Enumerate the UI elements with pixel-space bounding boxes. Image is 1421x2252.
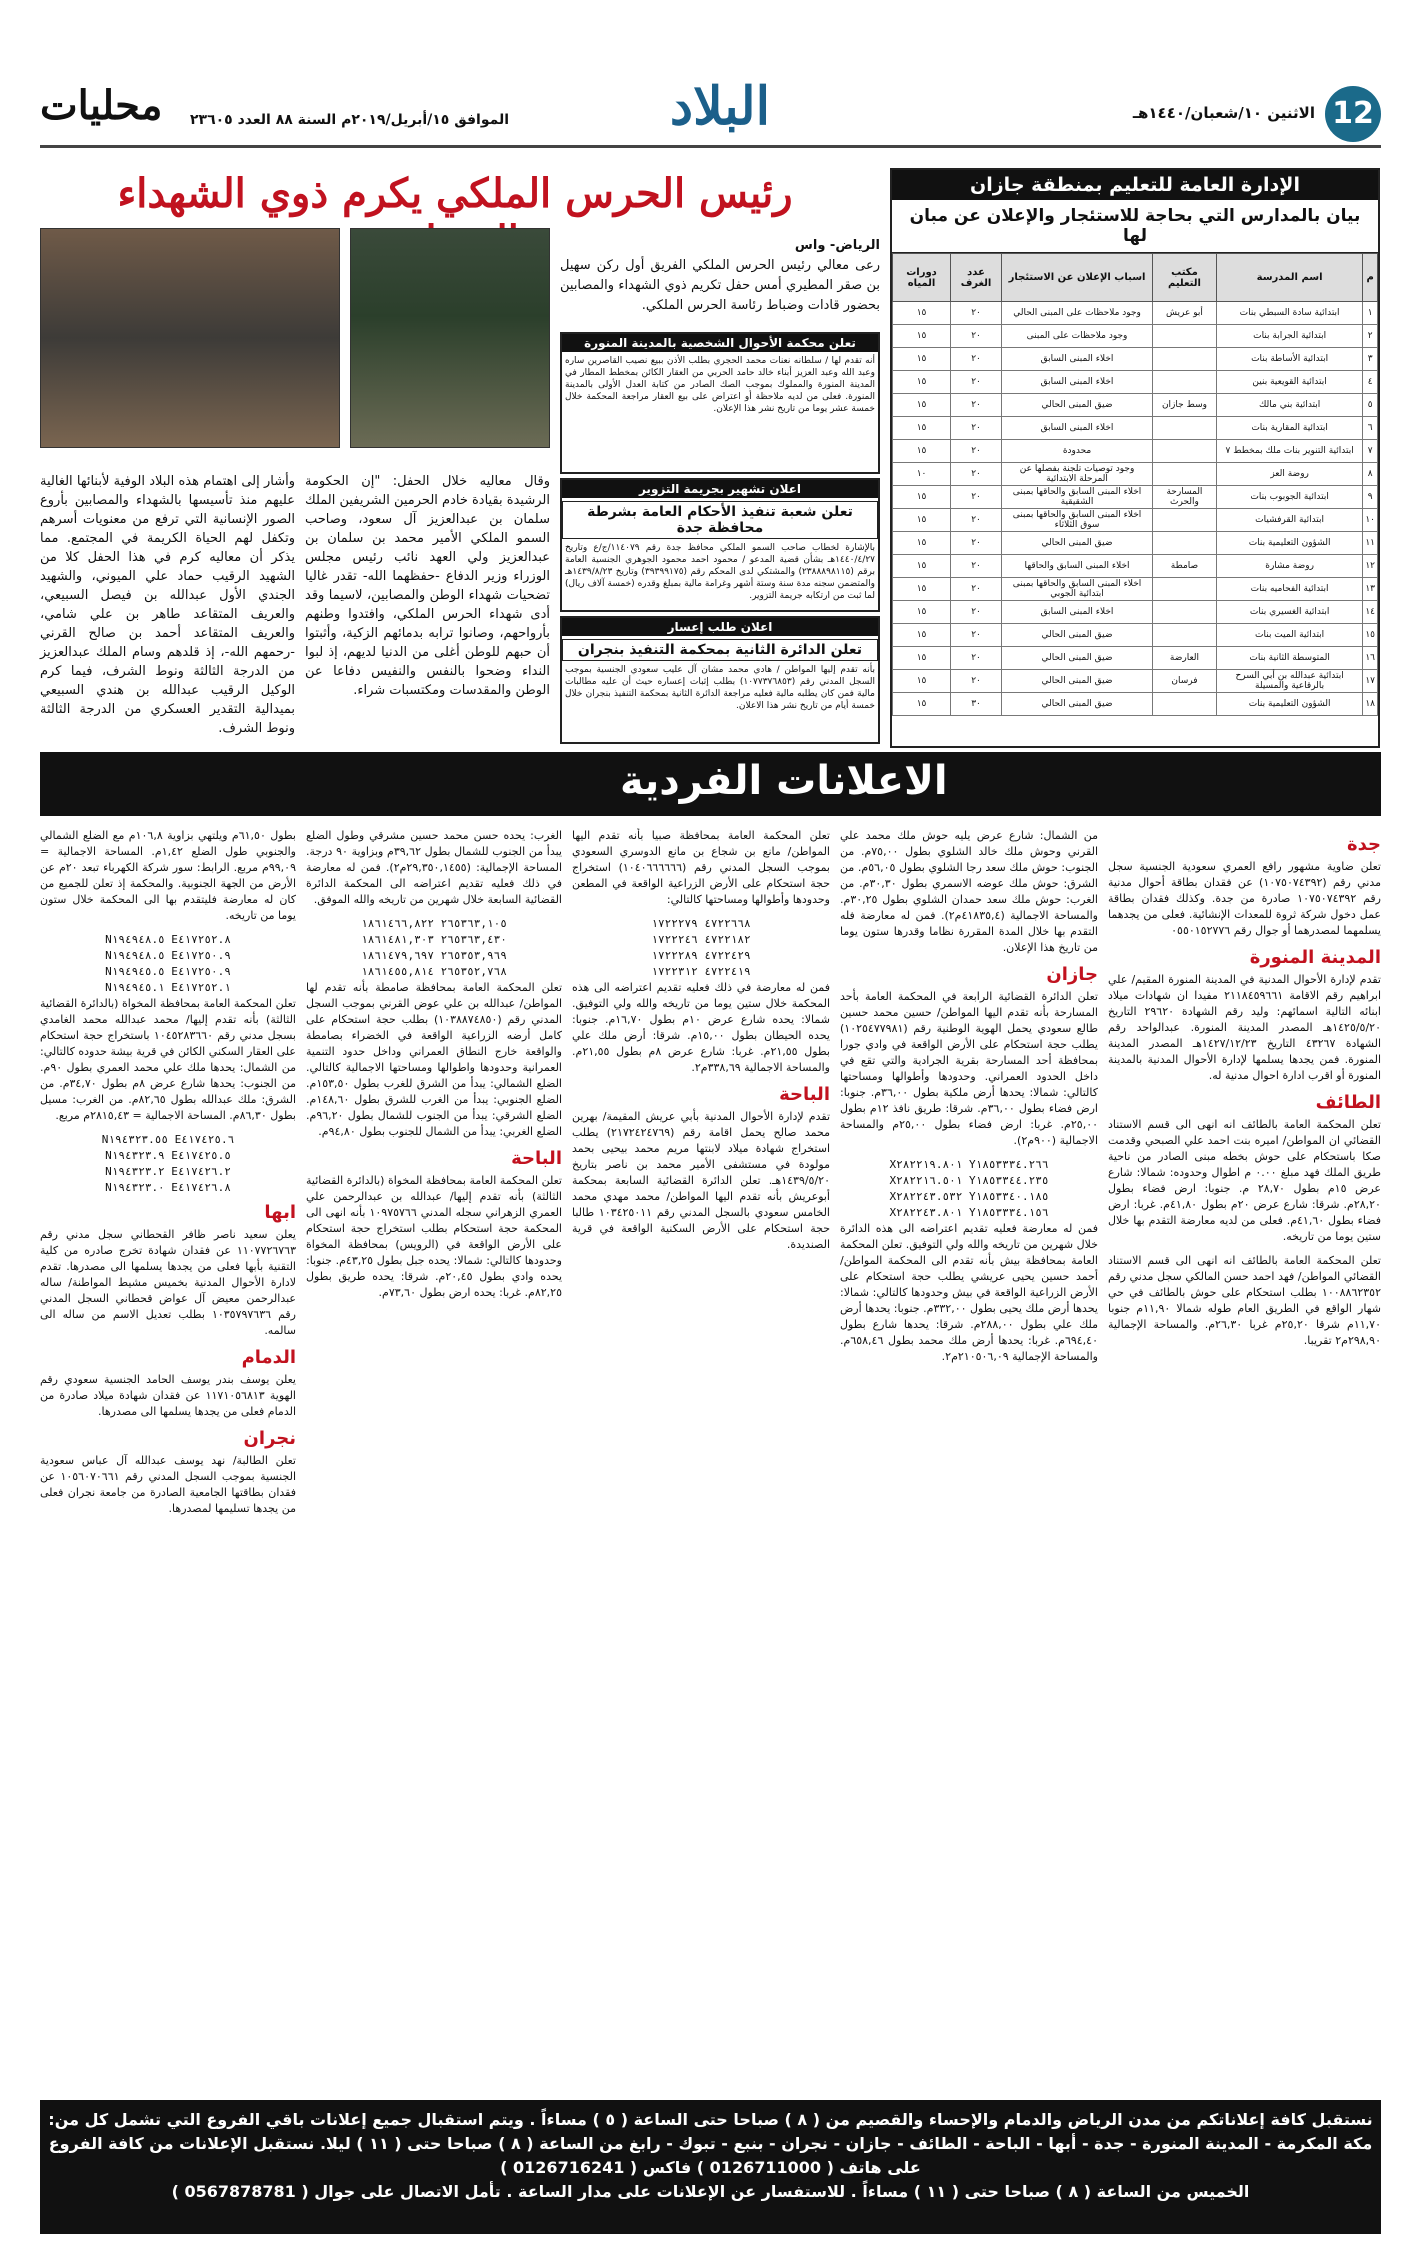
table-cell xyxy=(1153,578,1217,601)
table-cell: ١٨ xyxy=(1363,693,1378,716)
table-cell: المتوسطة الثانية بنات xyxy=(1216,647,1362,670)
table-cell: ابتدائية الأساطة بنات xyxy=(1216,348,1362,371)
coord-row: X٢٨٢٢٤٣.٥٣٢ Y١٨٥٣٣٤٠.١٨٥ xyxy=(889,1190,1049,1203)
table-cell: اخلاء المبنى السابق xyxy=(1002,601,1153,624)
banner-title: الاعلانات الفردية xyxy=(600,758,968,804)
table-cell: وجود توصيات تلجنة بفصلها عن المرحلة الابتدائية xyxy=(1002,463,1153,486)
table-cell xyxy=(1153,325,1217,348)
table-cell: ٢٠ xyxy=(951,555,1002,578)
coord-row: ٤٧٢٢٤١٩ ١٧٢٢٣١٢ xyxy=(651,965,751,978)
coord-row: ٢٦٥٣٥٢,٧٦٨ ١٨٦١٤٥٥,٨١٤ xyxy=(361,965,507,978)
table-header: اسباب الإعلان عن الاستئجار xyxy=(1002,254,1153,302)
city-heading: الدمام xyxy=(241,1347,296,1368)
table-cell: ضيق المبنى الحالي xyxy=(1002,670,1153,693)
table-row xyxy=(893,302,1378,325)
notice-body: أنه تقدم لها / سلطانه نعنات محمد الحجري بطلب الأذن ببيع نصيب القاصرين ساره وعبد الله وعبد العزيز أبناء خالد حامد الحربي من العقار الكائن بمخطط المطار في المدينة المنورة والمملوك بموجب الصك الصادر من كتابة العدل الأولى بالمدينة المنورة. فعلى من لديه ملاحظة أو اعتراض على بيع العقار مراجعة المحكمة خلال خمسة عشر يوما من تاريخ نشر هذا الإعلان. xyxy=(565,356,875,414)
table-cell: ١٥ xyxy=(893,348,951,371)
ad-item: بطول ٦١,٥٠م ويلتهي بزاوية ١٠٦,٨م مع الضلع الشمالي والجنوبي طول الضلع ١,٤٢م. المساحة الاجمالية = ٩٩,٠٩م مربع. الرابط: سور شركة الكهرباء تبعد ٢٠م عن الأرض من الجهة الجنوبية. والمحكمة إذ تعلن للجميع من كان له معارضة فليتقدم بها الى المحكمة خلال ستون يوما من تاريخه. xyxy=(40,829,296,922)
city-heading: جدة xyxy=(1347,834,1381,855)
table-row xyxy=(893,417,1378,440)
ad-item: تعلن المحكمة العامة بمحافظة صامطة بأنه تقدم لها المواطن/ عبدالله بن علي عوض القرني بموجب السجل المدني رقم (١٠٣٨٨٧٤٨٥٠) بطلب حجة استحكام على كامل أرضه الزراعية الواقعة في الخضراء بصامطة والواقعة خارج النطاق العمراني وداخل حدود التنمية العمرانية وحدودها واطوالها ومساحتها الاجمالية كالتالي. الضلع الشمالي: يبدأ من الشرق للغرب بطول ١٥٣,٥٠م. الضلع الجنوبي: يبدأ من الغرب للشرق بطول ١٤٨,٦٠م. الضلع الشرقي: يبدأ من الجنوب للشمال بطول ٩٦,٢٠م. الضلع الغربي: يبدأ من الشمال للجنوب بطول ٩٤,٨٠م. xyxy=(306,981,562,1138)
coord-row: X٢٨٢٢٤٣.٨٠١ Y١٨٥٣٣٣٤.١٥٦ xyxy=(889,1206,1049,1219)
ad-item: تعلن الطالبة/ نهد يوسف عبدالله آل عباس سعودية الجنسية بموجب السجل المدني رقم ١٠٥٦٠٧٠٦٦١ عن فقدان بطاقتها الجامعية الصادرة من جامعة نجران فعلى من يجدها تسليمها لمصدرها. xyxy=(40,1454,296,1515)
dateline: الرياض- واس xyxy=(794,238,880,253)
table-cell: ابتدائية القرفشيات xyxy=(1216,509,1362,532)
notice-title: تعلن محكمة الأحوال الشخصية بالمدينة المنورة xyxy=(562,334,878,352)
table-cell: ٢٠ xyxy=(951,417,1002,440)
table-cell: اخلاء المبنى السابق xyxy=(1002,417,1153,440)
table-cell: ٢٠ xyxy=(951,463,1002,486)
table-cell: ٣ xyxy=(1363,348,1378,371)
audience-photo xyxy=(40,228,340,448)
coord-row: ٤٧٢٢٤٢٩ ١٧٢٢٢٨٩ xyxy=(651,949,751,962)
ad-item: يعلن يوسف بندر يوسف الحامد الجنسية سعودي رقم الهوية ١١٧١٠٥٦٨١٣ عن فقدان شهادة ميلاد صادرة من الدمام فعلى من يجدها يسلمها الى مصدرها. xyxy=(40,1373,296,1418)
table-cell: ضيق المبنى الحالي xyxy=(1002,532,1153,555)
table-cell: ١٧ xyxy=(1363,670,1378,693)
notice-body: بأنه تقدم إليها المواطن / هادي محمد مشان آل عليب سعودي الجنسية بموجب السجل المدني رقم (١٠٧٧٣٧٦٨٥٣) بطلب إثبات إعساره حيث أن عليه مطالبات مالية فمن كان يطلبه مالية فعليه مراجعة الدائرة الثانية بمحكمة التنفيذ بنجران خلال خمسة أيام من تاريخ نشر هذا الاعلان. xyxy=(565,665,875,711)
table-cell: ٢٠ xyxy=(951,647,1002,670)
table-cell: ١٠ xyxy=(1363,509,1378,532)
table-cell: ٨ xyxy=(1363,463,1378,486)
classifieds-col-5 xyxy=(40,828,296,2096)
ad-item: يعلن سعيد ناصر ظافر القحطاني سجل مدني رقم ١١٠٧٧٢٦٧٦٣ عن فقدان شهادة تخرج صادره من كلية التقنية بأبها فعلى من يجدها يسلمها الى مصدرها. تقدم لادارة الأحوال المدنية بخميس مشيط المواطنة/ ساله عبدالرحمن معيض آل عواض قحطاني السجل المدني رقم ١٠٣٥٧٩٧٦٣٦ بطلب تعديل الاسم من ساله الى سالمه. xyxy=(40,1228,296,1337)
table-cell: ١٥ xyxy=(893,647,951,670)
jazan-subtitle: بيان بالمدارس التي بحاجة للاستئجار والإعلان عن مبان لها xyxy=(892,200,1378,253)
notice-body: بالإشارة لخطاب صاحب السمو الملكي محافظ جدة رقم ١١٤٠٧٩/ج/ع وتاريخ ١٤٤٠/٤/٢٧هـ بشأن قضية المدعو / محمود احمد محمود الجوهري الجنسية العامة برقم (٢٣٨٨٨٩٨١١٥) والمشتكي لدى المحكم رقم (٣٩٣٩٩١٧٥) وتاريخ ١٤٣٩/٨/٢٣هـ والمتضمن سجنه مدة سنة وستة أشهر وغرامة مالية بمبلغ وقدره (خمسة آلاف ريال) لما ثبت من ارتكابه جريمة التزوير. xyxy=(565,543,875,601)
lead-text: رعى معالي رئيس الحرس الملكي الفريق أول ركن سهيل بن صقر المطيري أمس حفل تكريم ذوي الشهداء والمصابين بحضور قادات وضباط رئاسة الحرس الملكي. xyxy=(560,258,880,313)
table-cell: ٢٠ xyxy=(951,394,1002,417)
table-cell: ابتدائية بني مالك xyxy=(1216,394,1362,417)
table-cell: وسط جازان xyxy=(1153,394,1217,417)
coord-row: X٢٨٢٢١٦.٥٠١ Y١٨٥٣٣٤٤.٢٣٥ xyxy=(889,1174,1049,1187)
story-column-1: وقال معاليه خلال الحفل: "إن الحكومة الرشيدة بقيادة خادم الحرمين الشريفين الملك سلمان بن عبدالعزيز آل سعود، وصاحب السمو الملكي الأمير محمد بن سلمان بن عبدالعزيز ولي العهد نائب رئيس مجلس الوزراء وزير الدفاع -حفظهما الله- تقدر غاليا تضحيات شهداء الوطن والمصابين، لاسيما وقد أدى شهداء الحرس الملكي، وافتدوا وطنهم بأرواحهم، وصانوا ترابه بدمائهم الزكية، وأثبتوا أن حبهم للوطن أغلى من الدنيا لديهم، إذ لبوا النداء وضحوا بالنفس والنفيس دفاعا عن الوطن والمقدسات ومكتسبات شراء. xyxy=(305,474,550,698)
footer-contact-bar xyxy=(40,2100,1381,2234)
table-cell: ٢٠ xyxy=(951,601,1002,624)
ad-item: تقدم لإدارة الأحوال المدنية في المدينة المنورة المقيم/ علي ابراهيم رقم الاقامة ٢١١٨٤٥٩٦٦١ مفيدا ان شهادات ميلاد ابنائه التالية اسمائهم: وليد رقم الشهادة ٢٩٦٢٠ التاريخ ١٤٢٥/٥/٢٠هـ المصدر المدينة المنورة. عبدالواحد رقم الشهادة ٤٣٢٦٧ التاريخ ١٤٢٧/١٢/٢٣هـ المصدر المدينة المنورة. فمن يجدها يسلمها لإدارة الأحوال المدنية بالمدينة المنورة أو اقرب ادارة احوال مدنية له. xyxy=(1108,973,1381,1082)
table-cell: اخلاء المبنى السابق والحاقها بمبنى سوق الثلاثاء xyxy=(1002,509,1153,532)
page-header xyxy=(40,78,1381,148)
table-header: دورات المياه xyxy=(893,254,951,302)
city-heading: نجران xyxy=(243,1428,296,1449)
coord-row: ٢٦٥٣٥٣,٩٦٩ ١٨٦١٤٧٩,٦٩٧ xyxy=(361,949,507,962)
table-cell: ١٥ xyxy=(893,417,951,440)
table-row xyxy=(893,647,1378,670)
table-cell: ٢٠ xyxy=(951,624,1002,647)
table-row xyxy=(893,325,1378,348)
coord-row: ٢٦٥٣٦٣,٤٣٠ ١٨٦١٤٨١,٣٠٣ xyxy=(361,933,507,946)
table-cell: ٩ xyxy=(1363,486,1378,509)
table-cell xyxy=(1153,371,1217,394)
page-number: 12 xyxy=(1325,86,1381,142)
notice-subtitle: تعلن شعبة تنفيذ الأحكام العامة بشرطة محافظة جدة xyxy=(562,501,878,539)
coord-row: N١٩٤٩٤٥.١ E٤١٧٢٥٢.١ xyxy=(105,981,231,994)
table-cell: ضيق المبنى الحالي xyxy=(1002,624,1153,647)
table-cell: ٢٠ xyxy=(951,532,1002,555)
table-cell: ١ xyxy=(1363,302,1378,325)
city-heading: الباحة xyxy=(511,1148,562,1169)
story-column-2: وأشار إلى اهتمام هذه البلاد الوفية لأبنائها الغالية عليهم منذ تأسيسها بالشهداء والمصابين بأروع الصور الإنسانية التي ترفع من معنويات أسرهم وتكفل لهم الحياة الكريمة في المجتمع. مما يذكر أن معاليه كرم في هذا الحفل كلا من الشهيد الرقيب حماد علي الميوني، والشهيد الجندي الأول عبدالله بن فيصل السبيعي، والعريف المتقاعد طاهر بن علي شامي، والعريف المتقاعد أحمد بن صالح القرني -رحمهم الله-، إذ قلدهم وسام الملك عبدالعزيز من الدرجة الثالثة ونوط الشرف، فيما كرم الوكيل الرقيب عبدالله بن هندي السبيعي بميدالية التقدير العسكري من الدرجة الثالثة ونوط الشرف. xyxy=(40,474,295,736)
table-cell: ٢٠ xyxy=(951,440,1002,463)
ad-item: تعلن المحكمة العامة بالطائف انه انهى الى قسم الاستناد القضائي ان المواطن/ اميره بنت احمد علي الصبحي وقدمت صكا باستحكام على حوش بخطه مبنى الصادر من ناحية طريق الملك فهد مبلغ ٠.٠٠ م اطوال وحدوده: شمالا: شارع عرض ١٥م بطول ٢٨,٧٠ م. جنوبا: ارض فضاء بطول ٢٨,٢٠م. شرقا: شارع عرض ٢٠م بطول ٤١,٨٠م. غربا: ارض فضاء بطول ٤١,٦٠م. فعلى من لديه معارضة التقدم بها خلال ستين يوما من تاريخه. xyxy=(1108,1118,1381,1243)
table-cell: الشؤون التعليمية بنات xyxy=(1216,532,1362,555)
table-cell xyxy=(1153,624,1217,647)
coord-row: N١٩٤٩٤٨.٥ E٤١٧٢٥٠.٩ xyxy=(105,949,231,962)
table-cell: ١٥ xyxy=(893,601,951,624)
table-cell: ابتدائية التنوير بنات ملك بمخطط ٧ xyxy=(1216,440,1362,463)
table-row xyxy=(893,348,1378,371)
table-cell: ١٦ xyxy=(1363,647,1378,670)
table-cell xyxy=(1153,417,1217,440)
city-heading: ابها xyxy=(264,1202,296,1223)
table-cell: ٧ xyxy=(1363,440,1378,463)
issue-info: الموافق ١٥/أبريل/٢٠١٩م السنة ٨٨ العدد ٢٣٦٠٥ xyxy=(190,112,510,128)
table-cell: ١٥ xyxy=(893,509,951,532)
table-cell: فرسان xyxy=(1153,670,1217,693)
city-heading: الطائف xyxy=(1315,1092,1381,1113)
table-cell: ابتدائية الفحاميه بنات xyxy=(1216,578,1362,601)
table-cell: ١٥ xyxy=(893,693,951,716)
table-cell: ضيق المبنى الحالي xyxy=(1002,647,1153,670)
table-cell xyxy=(1153,601,1217,624)
table-cell: ٦ xyxy=(1363,417,1378,440)
table-cell: أبو عريش xyxy=(1153,302,1217,325)
table-cell: اخلاء المبنى السابق xyxy=(1002,371,1153,394)
table-cell: ١٥ xyxy=(893,371,951,394)
table-cell: ١٣ xyxy=(1363,578,1378,601)
classifieds-col-3 xyxy=(572,828,830,2096)
coord-row: ٢٦٥٣٦٣,١٠٥ ١٨٦١٤٦٦,٨٢٢ xyxy=(361,917,507,930)
coord-row: N١٩٤٣٢٣.٢ E٤١٧٤٢٦.٢ xyxy=(105,1165,231,1178)
table-cell xyxy=(1153,532,1217,555)
jazan-education-ad xyxy=(890,168,1380,748)
table-cell: ١٥ xyxy=(893,670,951,693)
table-cell: ٢٠ xyxy=(951,486,1002,509)
table-cell: ١٥ xyxy=(893,624,951,647)
table-row xyxy=(893,601,1378,624)
ad-item: فمن له معارضة فعليه تقديم اعتراضه الى هذه الدائرة خلال شهرين من تاريخه والله ولي التوفيق. تعلن المحكمة العامة بمحافظة بيش بأنه تقدم الى المحكمة المواطن/ أحمد حسين يحيى عريشي يطلب حجة استحكام على الأرض الزراعية الواقعة في بيش وحدودها كالتالي: شمالا: يحدها أرض ملك يحيى بطول ٣٣٢,٠٠م. جنوبا: يحدها أرض ملك علي بطول ٢٨٨,٠٠م. شرقا: يحدها شارع بطول ٦٩٤,٤٠م. غربا: يحدها أرض ملك محمد بطول ٦٥٨,٤٦م. والمساحة الإجمالية ٢١٠٥٠٦,٠٩م٢. xyxy=(840,1222,1098,1363)
table-cell: ٢٠ xyxy=(951,325,1002,348)
table-cell: ١٥ xyxy=(893,302,951,325)
table-cell: ١١ xyxy=(1363,532,1378,555)
table-cell: ١٥ xyxy=(893,394,951,417)
coord-row: N١٩٤٩٤٨.٥ E٤١٧٢٥٢.٨ xyxy=(105,933,231,946)
ad-item: تعلن الدائرة القضائية الرابعة في المحكمة العامة بأحد المسارحة بأنه تقدم اليها المواطن/ حسين محمد حسين طالع سعودي يحمل الهوية الوطنية رقم (١٠٢٥٤٧٧٩٨١) يطلب حجة استحكام على الأرض الواقعة في وادي جورا بمحافظة أحد المسارحة بقرية الجرادية والتي تقع في داخل الحدود العمراني. وحدودها وأطوالها ومساحتها كالتالي: شمالا: يحدها أرض ملكية بطول ٣٦,٠٠م. جنوبا: ارض فضاء بطول ٣٦,٠٠م. شرقا: طريق نافذ ١٢م بطول ٢٥,٠٠م. غربا: ارض فضاء بطول ٢٥,٠٠م والمساحة الاجمالية (٩٠٠م٢). xyxy=(840,990,1098,1147)
coord-row: N١٩٤٣٢٣.٠ E٤١٧٤٢٦.٨ xyxy=(105,1181,231,1194)
table-cell: اخلاء المبنى السابق والحاقها بمبنى ابتدائية الجوبي xyxy=(1002,578,1153,601)
notice-title: اعلان تشهير بجريمة التزوير xyxy=(562,480,878,498)
table-cell: المسارحة والحرث xyxy=(1153,486,1217,509)
table-cell xyxy=(1153,463,1217,486)
table-cell: اخلاء المبنى السابق والحاقها بمبنى الشقيقية xyxy=(1002,486,1153,509)
table-cell: ابتدائية المقارية بنات xyxy=(1216,417,1362,440)
footer-line: مكة المكرمة - المدينة المنورة - جدة - أبها - الباحة - الطائف - جازان - نجران - بنبع - تبوك - رابغ من الساعة ( ٨ ) صباحا حتى ( ١١ ) ليلا. نستقبل الإعلانات من كافة الفروع على هاتف ( 0126711000 ) فاكس ( 0126716241 ) xyxy=(48,2134,1373,2177)
table-cell: روضة مشارة xyxy=(1216,555,1362,578)
classifieds-col-2 xyxy=(840,828,1098,2096)
table-row xyxy=(893,371,1378,394)
ad-item: الغرب: يحده حسن محمد حسين مشرقي وطول الضلع يبدأ من الجنوب للشمال بطول ٣٩,٦٢م وبزاوية ٩٠ درجة. المساحة الإجمالية: (٢٩,٣٥٠,١٤٥٥م٢). فمن له معارضة في ذلك فعليه تقديم اعتراضه الى المحكمة الدائرة القضائية السابعة خلال شهرين من تاريخه والله الموفق. xyxy=(306,829,562,906)
table-cell: العارضة xyxy=(1153,647,1217,670)
coords-list xyxy=(40,932,296,996)
medina-court-notice xyxy=(560,332,880,474)
table-header: اسم المدرسة xyxy=(1216,254,1362,302)
table-cell: ٥ xyxy=(1363,394,1378,417)
coord-row: X٢٨٢٢١٩.٨٠١ Y١٨٥٣٣٣٤.٢٦٦ xyxy=(889,1158,1049,1171)
table-row xyxy=(893,670,1378,693)
notice-subtitle: تعلن الدائرة الثانية بمحكمة التنفيذ بنجران xyxy=(562,639,878,661)
footer-line: نستقبل كافة إعلاناتكم من مدن الرياض والدمام والإحساء والقصيم من ( ٨ ) صباحا حتى الساعة ( ٥ ) مساءاً . ويتم استقبال جميع إعلانات باقي الفروع التي تشمل كل من: xyxy=(48,2110,1373,2129)
table-cell: ابتدائية الميت بنات xyxy=(1216,624,1362,647)
coord-row: ٤٧٢٢١٨٢ ١٧٢٢٢٤٦ xyxy=(651,933,751,946)
table-cell: ٢٠ xyxy=(951,578,1002,601)
table-row xyxy=(893,394,1378,417)
ad-item: تعلن ضاوية مشهور رافع العمري سعودية الجنسية سجل مدني رقم (١٠٧٥٠٧٤٣٩٢) عن فقدان بطاقة أحوال مدنية رقم ١٠٧٥٠٧٤٣٩٢ صادرة من جدة. وكذلك فقدان بطاقة عمل دخول شركة ثروة للمعدات الإنشائية. فعلى من يجدهما يسلمهما لمصدرهما أو جوال رقم ٠٥٥٠١٥٢٧٧٦ xyxy=(1108,860,1381,937)
table-cell: ١٢ xyxy=(1363,555,1378,578)
coords-list xyxy=(840,1157,1098,1221)
newspaper-logo: البلاد xyxy=(669,76,771,137)
table-cell: ابتدائية الجوبوب بنات xyxy=(1216,486,1362,509)
table-cell: ٢ xyxy=(1363,325,1378,348)
ad-item: تعلن المحكمة العامة بمحافظة المخواة (بالدائرة القضائية الثالثة) بأنه تقدم إليها/ محمد عبدالله محمد الغامدي بسجل مدني رقم ١٠٤٥٢٨٣٦٦٠ باستخراج حجة استحكام على العقار السكني الكائن في قرية بيشة حدوده كالتالي: من الشمال: يحدها ملك علي محمد العمري بطول ٩٠م. من الجنوب: يحدها شارع عرض ٨م بطول ٣٤,٧٠م. من الشرق: ملك عبدالله بطول ٨٢,٦٥م. من الغرب: مسيل بطول ٨٦,٣٠م. المساحة الاجمالية = ٢٨١٥,٤٣م مربع. xyxy=(40,997,296,1122)
coord-row: N١٩٤٣٢٣.٩ E٤١٧٤٢٥.٥ xyxy=(105,1149,231,1162)
table-cell: ٢٠ xyxy=(951,670,1002,693)
table-cell: وجود ملاحظات على المبنى الحالي xyxy=(1002,302,1153,325)
jazan-title: الإدارة العامة للتعليم بمنطقة جازان xyxy=(892,170,1378,200)
table-cell: ٢٠ xyxy=(951,509,1002,532)
insolvency-notice xyxy=(560,616,880,744)
table-cell xyxy=(1153,693,1217,716)
ad-item: تعلن المحكمة العامة بمحافظة المخواة (بالدائرة القضائية الثالثة) بأنه تقدم إليها/ عبدالله بن عبدالرحمن علي العمري الزهراني سجله المدني ١٠٩٧٥٧٦٦ بأنه انهى الى المحكمة حجة استحكام بطلب استخراج حجة استحكام على الأرض الواقعة في (الرويس) بمحافظة المخواة وحدودها كالتالي: شمالا: يحده جبل بطول ٤٣,٢٥م. جنوبا: يحده وادي بطول ٢٠,٤٥م. شرقا: يحده طريق بطول ٨٢,٢٥م. غربا: يحده ارض بطول ٧٣,٦٠م. xyxy=(306,1174,562,1299)
ad-item: تعلن المحكمة العامة بمحافظة صبيا بأنه تقدم اليها المواطن/ مانع بن شجاع بن مانع الدوسري السعودي بموجب السجل المدني رقم (١٠٤٠٦٦٦٦٦٦) استخراج حجة استحكام على الأرض الزراعية الواقعة في المطعن وحدودها وأطوالها ومساحتها كالتالي: xyxy=(572,829,830,906)
footer-line: الخميس من الساعة ( ٨ ) صباحا حتى ( ١١ ) مساءاً . للاستفسار عن الإعلانات على مدار الساعة . تأمل الاتصال على جوال ( 0567878781 ) xyxy=(171,2182,1250,2201)
table-cell: ١٥ xyxy=(893,325,951,348)
table-cell: ٢٠ xyxy=(951,348,1002,371)
table-row xyxy=(893,693,1378,716)
table-cell: محدودة xyxy=(1002,440,1153,463)
table-row xyxy=(893,486,1378,509)
table-cell: الشؤون التعليمية بنات xyxy=(1216,693,1362,716)
table-cell xyxy=(1153,509,1217,532)
coord-row: N١٩٤٣٢٣.٥٥ E٤١٧٤٢٥.٦ xyxy=(101,1133,235,1146)
table-cell: ٣٠ xyxy=(951,693,1002,716)
table-cell: ٤ xyxy=(1363,371,1378,394)
table-cell: ١٠ xyxy=(893,463,951,486)
table-header: عدد الغرف xyxy=(951,254,1002,302)
coords-list xyxy=(572,916,830,980)
table-cell: ١٤ xyxy=(1363,601,1378,624)
table-row xyxy=(893,440,1378,463)
section-title: محليات xyxy=(40,82,163,129)
notice-title: اعلان طلب إعسار xyxy=(562,618,878,636)
table-cell: ابتدائية الجرابة بنات xyxy=(1216,325,1362,348)
ad-item: تقدم لإدارة الأحوال المدنية بأبي عريش المقيمة/ بهرين محمد صالح يحمل اقامة رقم (٢١٧٢٤٢٤٧٦٩) يطلب استخراج شهادة ميلاد لابنتها مريم محمد بيحيى بحمد مولودة في مستشفى الأمير محمد بن ناصر بتاريخ ١٤٣٩/٥/٢٠هـ. تعلن الدائرة القضائية السابعة بمحكمة أبوعريش بأنه تقدم اليها المواطن/ محمد مهدي محمد الخامس سعودي بالسجل المدني رقم ١٠٣٤٢٥٠١١ طالبا حجة استحكام على الأرض السكنية الواقعة في قرية الصنديدة. xyxy=(572,1110,830,1251)
table-row xyxy=(893,555,1378,578)
classifieds-col-4 xyxy=(306,828,562,2096)
ad-item: من الشمال: شارع عرض يليه حوش ملك محمد علي القرني وحوش ملك خالد الشلوي بطول ٧٥,٠٠م. من الجنوب: حوش ملك سعد رجا الشلوي بطول ٥٦,٠٥م. من الشرق: حوش ملك عوضه الاسمري بطول ٣٠,٣٠م. من الغرب: حوش ملك سعد حمدان الشلوي بطول ٣٠,٢٥م. والمساحة الاجمالية (٤١٨٣٥,٤م٢). فمن له معارضة فله التقدم بها خلال المدة المقررة نظاما وقدرها ستون يوما من تاريخ هذا الإعلان. xyxy=(840,829,1098,954)
table-cell: ١٥ xyxy=(893,555,951,578)
table-cell: ٢٠ xyxy=(951,302,1002,325)
table-cell: ١٥ xyxy=(893,578,951,601)
classifieds-banner xyxy=(40,752,1381,816)
ad-item: تعلن المحكمة العامة بالطائف انه انهى الى قسم الاستناد القضائي المواطن/ فهد احمد حسن المالكي سجل مدني رقم ١٠٠٨٨٦٢٣٥٢ بطلب استحكام على حوش بالطائف في حي شهار الواقع في الطريق العام طوله شمالا ١١,٩٠م جنوبا ١١,٧٠م شرقا ٢٥,٢٠م غربا ٢٦,٣٠م. والمساحة الإجمالية ٢٩٨,٩٠م٢ تقريبا. xyxy=(1108,1254,1381,1347)
table-cell: روضة العز xyxy=(1216,463,1362,486)
table-cell: ٢٠ xyxy=(951,371,1002,394)
table-row xyxy=(893,509,1378,532)
table-cell: ابتدائية الغسيري بنات xyxy=(1216,601,1362,624)
hijri-date: الاثنين ١٠/شعبان/١٤٤٠هـ xyxy=(1132,104,1315,122)
ad-item: فمن له معارضة في ذلك فعليه تقديم اعتراضه الى هذه المحكمة خلال ستين يوما من تاريخه والله ولي التوفيق. شمالا: يحده شارع عرض ١٠م بطول ١٦,٧٠م. جنوبا: يحده الحيطان بطول ١٥,٠٠م. شرقا: أرض ملك علي بطول ٢١,٥٥م. غربا: شارع عرض ٨م بطول ٢١,٥٥م. والمساحة الاجمالية ٣٣٨,٦٩م٢. xyxy=(572,981,830,1074)
table-cell: ضيق المبنى الحالي xyxy=(1002,394,1153,417)
main-headline: رئيس الحرس الملكي يكرم ذوي الشهداء xyxy=(117,170,793,217)
table-row xyxy=(893,463,1378,486)
table-cell: ابتدائية عبدالله بن أبي السرح بالرقاعية والمسيلة xyxy=(1216,670,1362,693)
table-cell: ابتدائية القويعية بنين xyxy=(1216,371,1362,394)
coords-list xyxy=(40,1132,296,1196)
coord-row: ٤٧٢٢٦٦٨ ١٧٢٢٢٧٩ xyxy=(651,917,751,930)
coords-list xyxy=(306,916,562,980)
table-cell: ضيق المبنى الحالي xyxy=(1002,693,1153,716)
table-cell: اخلاء المبنى السابق والحاقها xyxy=(1002,555,1153,578)
city-heading: جازان xyxy=(1046,964,1098,985)
table-header: مكتب التعليم xyxy=(1153,254,1217,302)
table-cell: ١٥ xyxy=(1363,624,1378,647)
table-row xyxy=(893,532,1378,555)
table-row xyxy=(893,624,1378,647)
table-cell: وجود ملاحظات على المبنى xyxy=(1002,325,1153,348)
story-lead xyxy=(560,236,880,316)
table-cell xyxy=(1153,440,1217,463)
coord-row: N١٩٤٩٤٥.٥ E٤١٧٢٥٠.٩ xyxy=(105,965,231,978)
table-header: م xyxy=(1363,254,1378,302)
table-cell: ١٥ xyxy=(893,532,951,555)
ceremony-photo xyxy=(350,228,550,448)
city-heading: الباحة xyxy=(779,1084,830,1105)
table-cell: ١٥ xyxy=(893,486,951,509)
classifieds-col-1 xyxy=(1108,828,1381,2096)
table-cell: اخلاء المبنى السابق xyxy=(1002,348,1153,371)
forgery-notice xyxy=(560,478,880,612)
schools-table xyxy=(892,253,1378,716)
table-cell: ١٥ xyxy=(893,440,951,463)
table-cell xyxy=(1153,348,1217,371)
city-heading: المدينة المنورة xyxy=(1249,947,1381,968)
table-cell: صامطة xyxy=(1153,555,1217,578)
table-row xyxy=(893,578,1378,601)
table-cell: ابتدائية سادة السبطي بنات xyxy=(1216,302,1362,325)
